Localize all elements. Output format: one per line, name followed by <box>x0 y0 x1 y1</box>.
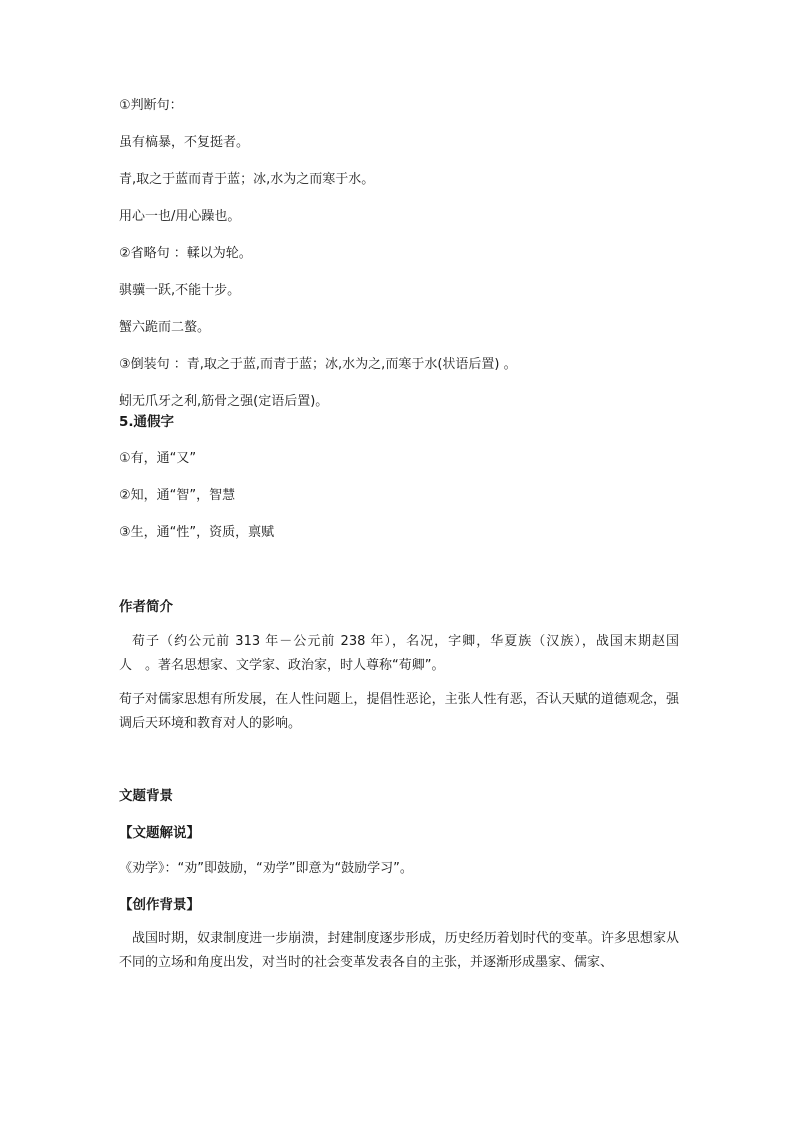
creation-background-heading: 【创作背景】 <box>119 897 200 913</box>
judgment-example-2: 青,取之于蓝而青于蓝；冰,水为之而寒于水。 <box>119 172 375 187</box>
author-paragraph-2: 荀子对儒家思想有所发展，在人性问题上，提倡性恶论，主张人性有恶，否认天赋的道德观念，强调后天环境和教育对人的影响。 <box>119 692 679 731</box>
inversion-example-1: 蚓无爪牙之利,筋骨之强(定语后置)。 <box>119 394 329 409</box>
ellipsis-example-2: 蟹六跪而二螯。 <box>119 320 211 335</box>
judgment-example-1: 虽有槁暴，不复挺者。 <box>119 135 250 150</box>
title-explanation-heading: 【文题解说】 <box>119 825 200 841</box>
document-content <box>119 96 679 975</box>
ellipsis-example-1: 骐骥一跃,不能十步。 <box>119 283 241 298</box>
ellipsis-sentence-label: ②省略句 ：輮以为轮。 <box>119 246 252 261</box>
loan-character-item: ③生，通“性”，资质，禀赋 <box>119 525 275 540</box>
title-explanation-text: 《劝学》：“劝”即鼓励，“劝学”即意为“鼓励学习”。 <box>119 861 413 876</box>
author-paragraph-1: 荀子（约公元前 313 年－公元前 238 年），名况，字卿，华夏族（汉族），战国末期赵国人 。著名思想家、文学家、政治家，时人尊称“荀卿”。 <box>119 634 679 673</box>
background-heading: 文题背景 <box>119 788 173 804</box>
judgment-sentence-label: ①判断句： <box>119 98 183 113</box>
creation-background-text: 战国时期，奴隶制度进一步崩溃，封建制度逐步形成，历史经历着划时代的变革。许多思想家从不同的立场和角度出发，对当时的社会变革发表各自的主张，并逐渐形成墨家、儒家、 <box>119 931 679 970</box>
loan-character-item: ①有，通“又” <box>119 451 197 466</box>
judgment-example-3: 用心一也/用心躁也。 <box>119 209 241 224</box>
loan-character-item: ②知，通“智”，智慧 <box>119 488 236 503</box>
author-heading: 作者简介 <box>119 599 173 615</box>
loan-characters-heading: 5.通假字 <box>119 414 175 430</box>
inversion-sentence-label: ③倒装句 ：青,取之于蓝,而青于蓝；冰,水为之,而寒于水(状语后置) 。 <box>119 357 517 372</box>
